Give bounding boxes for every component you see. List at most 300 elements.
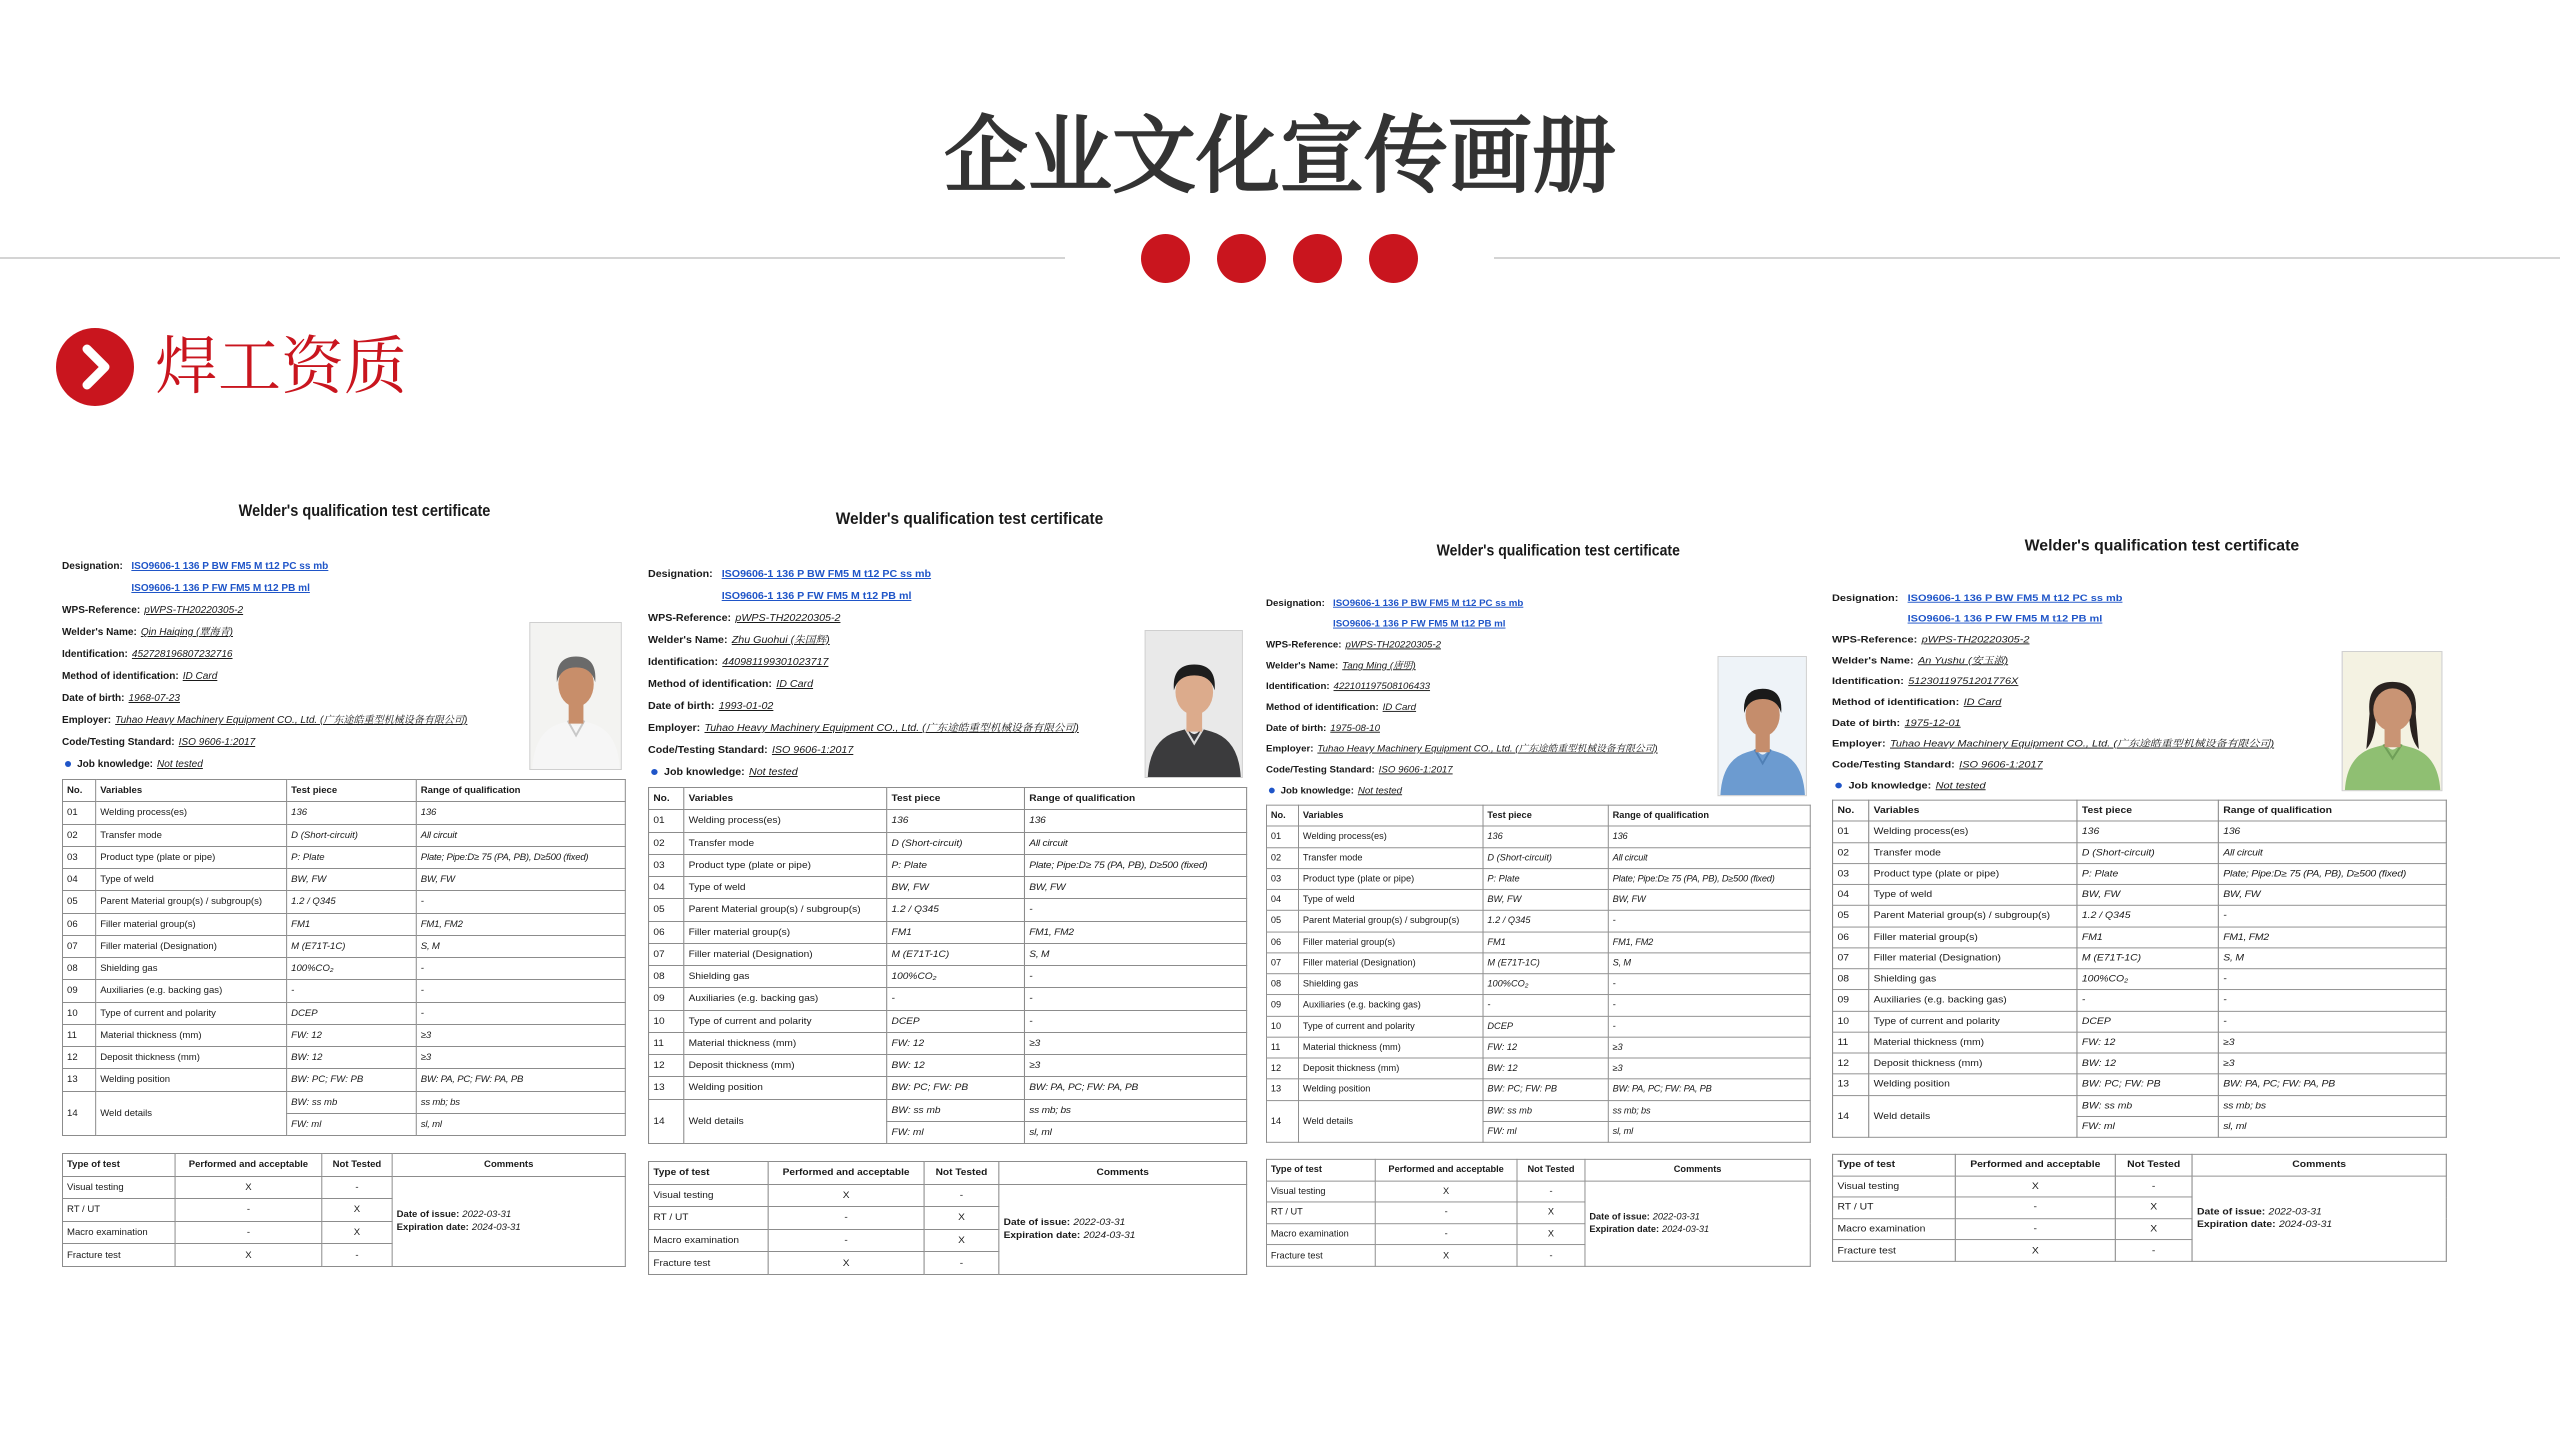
table-cell: Type of current and polarity (96, 1002, 287, 1024)
table-cell: ≥3 (2218, 1053, 2446, 1074)
field-label: Welder's Name: (1832, 655, 1914, 667)
table-header-cell: Type of test (649, 1162, 769, 1185)
field-label: Identification: (62, 649, 128, 660)
table-cell: 11 (63, 1024, 96, 1046)
table-cell: 136 (416, 802, 625, 824)
table-cell: BW, FW (887, 877, 1025, 899)
table-cell: DCEP (887, 1010, 1025, 1032)
field-label: Identification: (648, 657, 719, 668)
designation-line (1266, 594, 1713, 615)
table-row (1833, 990, 2447, 1011)
table-row (649, 1010, 1247, 1032)
table-cell: P: Plate (1483, 868, 1608, 889)
table-cell: Welding position (684, 1077, 887, 1099)
table-row (63, 935, 626, 957)
table-cell: All circuit (1608, 847, 1810, 868)
table-cell: ≥3 (416, 1024, 625, 1046)
table-cell: RT / UT (649, 1207, 769, 1230)
table-cell: 100%CO₂ (2077, 969, 2218, 990)
table-cell: Welding position (1299, 1079, 1483, 1100)
table-cell: X (1955, 1176, 2115, 1197)
field-value: pWPS-TH20220305-2 (1345, 639, 1441, 651)
table-cell: FM1 (2077, 927, 2218, 948)
field-label: Method of identification: (1832, 697, 1960, 708)
table-cell: - (1024, 988, 1246, 1010)
welder-photo (529, 622, 621, 770)
table-cell: Welding process(es) (1299, 826, 1483, 847)
table-row (1266, 995, 1810, 1016)
variables-table (1832, 800, 2447, 1138)
info-field (1266, 677, 1713, 698)
table-cell: Transfer mode (1869, 842, 2077, 863)
table-cell: BW: 12 (1483, 1058, 1608, 1079)
table-header-cell: No. (63, 780, 96, 802)
field-label: Employer: (648, 723, 701, 734)
decorative-dots (1141, 234, 1418, 283)
table-cell: 01 (649, 810, 684, 832)
table-row (649, 1184, 1247, 1207)
comments-cell (999, 1184, 1247, 1274)
table-cell: 100%CO₂ (887, 966, 1025, 988)
table-row (1833, 1053, 2447, 1074)
expiration-date-label: Expiration date: (1589, 1224, 1660, 1235)
table-cell: sl, ml (1024, 1121, 1246, 1143)
table-row (1266, 932, 1810, 953)
field-value: 51230119751201776X (1908, 676, 2019, 687)
table-cell: sl, ml (2218, 1116, 2446, 1137)
table-cell: Filler material group(s) (1299, 932, 1483, 953)
divider-line-right (1494, 257, 2560, 259)
table-cell: sl, ml (1608, 1121, 1810, 1142)
table-cell: Type of current and polarity (1869, 1011, 2077, 1032)
table-cell: 12 (1833, 1053, 1869, 1074)
table-cell: - (2115, 1176, 2192, 1197)
table-cell: - (1024, 1010, 1246, 1032)
info-field (62, 710, 524, 732)
table-cell: 11 (1833, 1032, 1869, 1053)
table-row (63, 1024, 626, 1046)
table-row (649, 921, 1247, 943)
welder-photo (1718, 656, 1807, 796)
welder-certificate (1266, 531, 1810, 1266)
table-row (1266, 826, 1810, 847)
table-cell: - (1608, 911, 1810, 932)
welder-photo (1145, 630, 1243, 778)
job-knowledge (1832, 776, 2336, 797)
table-row (649, 1077, 1247, 1099)
tests-table (1266, 1159, 1811, 1267)
table-cell: FM1 (887, 921, 1025, 943)
bullet-icon (651, 769, 657, 775)
table-cell: - (1375, 1224, 1517, 1245)
table-cell: Filler material (Designation) (1299, 953, 1483, 974)
table-cell: 07 (1266, 953, 1298, 974)
table-cell: 136 (887, 810, 1025, 832)
field-value: pWPS-TH20220305-2 (144, 605, 244, 616)
designation-label: Designation: (62, 561, 123, 572)
table-cell: Deposit thickness (mm) (684, 1055, 887, 1077)
info-field (648, 740, 1139, 762)
field-label: WPS-Reference: (1832, 634, 1918, 646)
designation-line (62, 556, 524, 578)
field-label: Job knowledge: (664, 767, 745, 778)
table-cell: Deposit thickness (mm) (1869, 1053, 2077, 1074)
table-cell: Parent Material group(s) / subgroup(s) (96, 891, 287, 913)
table-cell: Plate; Pipe:D≥ 75 (PA, PB), D≥500 (fixed) (416, 846, 625, 868)
table-cell: RT / UT (1266, 1202, 1375, 1223)
table-cell: Macro examination (1833, 1219, 1956, 1240)
job-knowledge (1266, 781, 1713, 802)
table-cell: Type of current and polarity (1299, 1016, 1483, 1037)
table-cell: Type of weld (96, 869, 287, 891)
table-cell: BW, FW (1608, 889, 1810, 910)
table-cell: Filler material group(s) (96, 913, 287, 935)
field-value: ISO 9606-1:2017 (178, 737, 256, 748)
field-label: Welder's Name: (62, 627, 137, 638)
table-cell: DCEP (287, 1002, 417, 1024)
table-cell: - (2218, 1011, 2446, 1032)
table-cell: X (2115, 1197, 2192, 1218)
info-field (648, 652, 1139, 674)
table-cell: Visual testing (1833, 1176, 1956, 1197)
field-value: Tuhao Heavy Machinery Equipment CO., Ltd. (广东途皓重型机械设备有限公司) (1317, 744, 1658, 755)
expiration-date-value: 2024-03-31 (2278, 1219, 2333, 1230)
table-row (1266, 911, 1810, 932)
table-cell: - (1608, 1016, 1810, 1037)
table-cell: - (924, 1252, 999, 1275)
table-cell: 100%CO₂ (287, 958, 417, 980)
table-cell: 03 (1266, 868, 1298, 889)
table-cell: RT / UT (63, 1199, 176, 1222)
designation-line (648, 564, 1139, 586)
table-cell: BW: 12 (887, 1055, 1025, 1077)
field-label: Identification: (1266, 681, 1330, 692)
date-of-issue-label: Date of issue: (2196, 1207, 2266, 1218)
date-of-issue (2197, 1206, 2441, 1218)
table-cell: Filler material (Designation) (1869, 948, 2077, 969)
certificate-title: Welder's qualification test certificate (835, 509, 1104, 528)
table-cell: 10 (649, 1010, 684, 1032)
table-cell: DCEP (2077, 1011, 2218, 1032)
table-row (649, 966, 1247, 988)
table-cell: Transfer mode (1299, 847, 1483, 868)
field-label: Job knowledge: (1280, 785, 1354, 797)
table-cell: 06 (1266, 932, 1298, 953)
table-cell: - (1955, 1219, 2115, 1240)
table-cell: Type of weld (1299, 889, 1483, 910)
date-of-issue-label: Date of issue: (1589, 1212, 1650, 1223)
table-cell: 09 (1266, 995, 1298, 1016)
field-label: Method of identification: (648, 679, 772, 690)
table-cell: Transfer mode (96, 824, 287, 846)
table-cell: 01 (63, 802, 96, 824)
table-row (1833, 1095, 2447, 1116)
table-cell: 02 (1266, 847, 1298, 868)
table-cell: Weld details (96, 1091, 287, 1136)
table-cell: Product type (plate or pipe) (684, 854, 887, 876)
table-cell: Shielding gas (96, 958, 287, 980)
table-cell: BW, FW (2077, 884, 2218, 905)
table-header-cell: No. (1266, 805, 1298, 826)
section-heading (56, 322, 407, 412)
info-field (648, 630, 1139, 652)
table-cell: - (1024, 966, 1246, 988)
info-field (1832, 755, 2336, 776)
job-knowledge (62, 754, 524, 776)
comments-cell (392, 1176, 625, 1266)
table-cell: Visual testing (63, 1176, 176, 1199)
table-cell: BW: PC; FW: PB (2077, 1074, 2218, 1095)
table-row (649, 810, 1247, 832)
variables-table (648, 787, 1247, 1144)
table-cell: 100%CO₂ (1483, 974, 1608, 995)
table-cell: BW, FW (416, 869, 625, 891)
table-cell: FW: ml (887, 1121, 1025, 1143)
table-cell: - (2218, 990, 2446, 1011)
table-cell: Filler material group(s) (1869, 927, 2077, 948)
table-header-cell: No. (649, 788, 684, 810)
table-cell: 11 (649, 1032, 684, 1054)
table-header-row (1833, 1154, 2447, 1175)
table-row (63, 802, 626, 824)
table-cell: D (Short-circuit) (1483, 847, 1608, 868)
table-row (1833, 948, 2447, 969)
table-cell: ss mb; bs (2218, 1095, 2446, 1116)
red-dot (1217, 234, 1266, 283)
designation-value: ISO9606-1 136 P FW FM5 M t12 PB ml (721, 591, 912, 602)
table-cell: 08 (1266, 974, 1298, 995)
field-value: An Yushu (安玉淑) (1917, 655, 2009, 667)
table-cell: BW: PC; FW: PB (287, 1069, 417, 1091)
table-cell: Plate; Pipe:D≥ 75 (PA, PB), D≥500 (fixed) (1024, 854, 1246, 876)
table-cell: Welding process(es) (684, 810, 887, 832)
field-label: WPS-Reference: (62, 605, 141, 616)
table-cell: - (416, 1002, 625, 1024)
table-cell: 136 (2077, 821, 2218, 842)
designation-value: ISO9606-1 136 P BW FM5 M t12 PC ss mb (1332, 598, 1524, 609)
designation-label: Designation: (1266, 598, 1325, 609)
table-cell: X (924, 1207, 999, 1230)
field-label: Identification: (1832, 676, 1904, 687)
table-cell: X (175, 1244, 322, 1267)
table-row (1266, 953, 1810, 974)
info-field (62, 622, 524, 644)
table-header-row (649, 1162, 1247, 1185)
table-cell: - (1517, 1245, 1585, 1266)
table-header-cell: Variables (1299, 805, 1483, 826)
table-cell: Weld details (684, 1099, 887, 1144)
comments-cell (2192, 1176, 2446, 1262)
table-row (1266, 1058, 1810, 1079)
section-title: 焊工资质 (155, 330, 407, 403)
table-cell: Shielding gas (684, 966, 887, 988)
table-row (1266, 889, 1810, 910)
table-cell: 05 (63, 891, 96, 913)
table-cell: 11 (1266, 1037, 1298, 1058)
table-cell: Filler material (Designation) (684, 943, 887, 965)
table-cell: All circuit (416, 824, 625, 846)
table-header-cell: Range of qualification (1608, 805, 1810, 826)
table-row (649, 1032, 1247, 1054)
field-label: Employer: (62, 715, 112, 726)
table-cell: RT / UT (1833, 1197, 1956, 1218)
table-cell: FW: 12 (887, 1032, 1025, 1054)
field-value: Zhu Guohui (朱国辉) (731, 635, 830, 646)
table-cell: M (E71T-1C) (2077, 948, 2218, 969)
tests-table (62, 1153, 626, 1267)
table-row (1266, 1100, 1810, 1121)
table-cell: Type of weld (1869, 884, 2077, 905)
table-cell: 13 (1266, 1079, 1298, 1100)
table-cell: X (1955, 1240, 2115, 1261)
table-cell: All circuit (1024, 832, 1246, 854)
certificate-info (1266, 594, 1713, 802)
table-header-cell: Not Tested (1517, 1159, 1585, 1180)
table-cell: 1.2 / Q345 (887, 899, 1025, 921)
field-value: Tang Ming (唐明) (1342, 660, 1416, 672)
field-value: pWPS-TH20220305-2 (1921, 634, 2030, 646)
table-header-row (1833, 800, 2447, 821)
table-cell: 10 (1266, 1016, 1298, 1037)
field-label: Date of birth: (62, 693, 125, 704)
table-cell: - (322, 1176, 392, 1199)
expiration-date (1004, 1229, 1242, 1242)
field-value: pWPS-TH20220305-2 (735, 613, 841, 624)
page-title: 企业文化宣传画册 (943, 107, 1616, 205)
table-row (1266, 1016, 1810, 1037)
table-row (649, 1055, 1247, 1077)
table-cell: Parent Material group(s) / subgroup(s) (684, 899, 887, 921)
info-field (1832, 651, 2336, 672)
table-row (63, 1091, 626, 1113)
table-cell: 12 (63, 1047, 96, 1069)
expiration-date-label: Expiration date: (2196, 1219, 2276, 1230)
table-cell: 01 (1266, 826, 1298, 847)
table-cell: 04 (1266, 889, 1298, 910)
table-cell: - (924, 1184, 999, 1207)
table-cell: 14 (649, 1099, 684, 1144)
table-cell: FM1, FM2 (416, 913, 625, 935)
table-cell: X (1517, 1202, 1585, 1223)
table-cell: BW: ss mb (287, 1091, 417, 1113)
table-header-cell: Comments (2192, 1154, 2446, 1175)
table-cell: BW: 12 (287, 1047, 417, 1069)
table-header-cell: Not Tested (2115, 1154, 2192, 1175)
table-cell: Product type (plate or pipe) (1869, 863, 2077, 884)
divider-line-left (0, 257, 1065, 259)
designation-value: ISO9606-1 136 P BW FM5 M t12 PC ss mb (131, 561, 329, 572)
date-of-issue-value: 2022-03-31 (462, 1209, 512, 1221)
table-cell: X (924, 1229, 999, 1252)
table-cell: - (768, 1207, 924, 1230)
table-cell: 10 (1833, 1011, 1869, 1032)
table-cell: 1.2 / Q345 (2077, 906, 2218, 927)
table-row (63, 1002, 626, 1024)
table-cell: FW: ml (2077, 1116, 2218, 1137)
info-field (1832, 672, 2336, 693)
table-row (1266, 1181, 1810, 1202)
designation-value: ISO9606-1 136 P BW FM5 M t12 PC ss mb (1907, 593, 2123, 604)
designation-line (1832, 589, 2336, 610)
table-cell: 03 (649, 854, 684, 876)
field-value: ISO 9606-1:2017 (1959, 759, 2043, 771)
table-cell: BW: PA, PC; FW: PA, PB (2218, 1074, 2446, 1095)
table-row (1833, 884, 2447, 905)
table-header-cell: Type of test (1266, 1159, 1375, 1180)
table-row (63, 869, 626, 891)
table-cell: Macro examination (649, 1229, 769, 1252)
table-cell: - (322, 1244, 392, 1267)
field-value: Qin Haiqing (覃海青) (140, 627, 234, 638)
portrait-image (530, 623, 620, 769)
table-cell: BW: PC; FW: PB (887, 1077, 1025, 1099)
table-cell: Visual testing (649, 1184, 769, 1207)
table-cell: FW: ml (287, 1113, 417, 1135)
table-row (63, 980, 626, 1002)
red-dot (1293, 234, 1342, 283)
table-cell: 05 (1833, 906, 1869, 927)
table-cell: FW: 12 (2077, 1032, 2218, 1053)
table-cell: All circuit (2218, 842, 2446, 863)
table-cell: 13 (63, 1069, 96, 1091)
table-cell: S, M (1608, 953, 1810, 974)
table-cell: Welding position (96, 1069, 287, 1091)
table-cell: Auxiliaries (e.g. backing gas) (1869, 990, 2077, 1011)
table-cell: FW: 12 (1483, 1037, 1608, 1058)
table-cell: X (768, 1184, 924, 1207)
table-header-cell: Test piece (1483, 805, 1608, 826)
table-cell: 1.2 / Q345 (1483, 911, 1608, 932)
table-cell: BW: PA, PC; FW: PA, PB (416, 1069, 625, 1091)
table-cell: ss mb; bs (1024, 1099, 1246, 1121)
field-value: Not tested (157, 759, 203, 770)
expiration-date-label: Expiration date: (1003, 1230, 1081, 1242)
table-cell: BW: 12 (2077, 1053, 2218, 1074)
table-cell: 03 (63, 846, 96, 868)
table-cell: P: Plate (2077, 863, 2218, 884)
table-cell: 136 (287, 802, 417, 824)
table-cell: 09 (63, 980, 96, 1002)
table-cell: 04 (63, 869, 96, 891)
table-cell: - (175, 1221, 322, 1244)
table-row (1833, 1032, 2447, 1053)
field-label: WPS-Reference: (1266, 639, 1342, 651)
table-header-cell: Comments (392, 1154, 625, 1177)
table-cell: - (416, 980, 625, 1002)
field-value: 452728196807232716 (131, 649, 233, 660)
table-header-cell: Performed and acceptable (1955, 1154, 2115, 1175)
table-header-row (63, 1154, 626, 1177)
table-cell: BW: ss mb (887, 1099, 1025, 1121)
info-field (62, 644, 524, 666)
field-label: Method of identification: (1266, 702, 1379, 713)
red-dot (1141, 234, 1190, 283)
field-value: Not tested (1935, 780, 1986, 792)
table-cell: - (1517, 1181, 1585, 1202)
table-cell: - (887, 988, 1025, 1010)
info-field (648, 696, 1139, 718)
table-cell: Auxiliaries (e.g. backing gas) (684, 988, 887, 1010)
table-cell: S, M (1024, 943, 1246, 965)
table-cell: Auxiliaries (e.g. backing gas) (1299, 995, 1483, 1016)
designation-value: ISO9606-1 136 P FW FM5 M t12 PB ml (131, 583, 310, 594)
table-cell: Transfer mode (684, 832, 887, 854)
table-header-cell: Test piece (287, 780, 417, 802)
certificate-info (1832, 589, 2336, 797)
info-field (62, 688, 524, 710)
bullet-icon (65, 761, 71, 767)
table-cell: Weld details (1869, 1095, 2077, 1137)
